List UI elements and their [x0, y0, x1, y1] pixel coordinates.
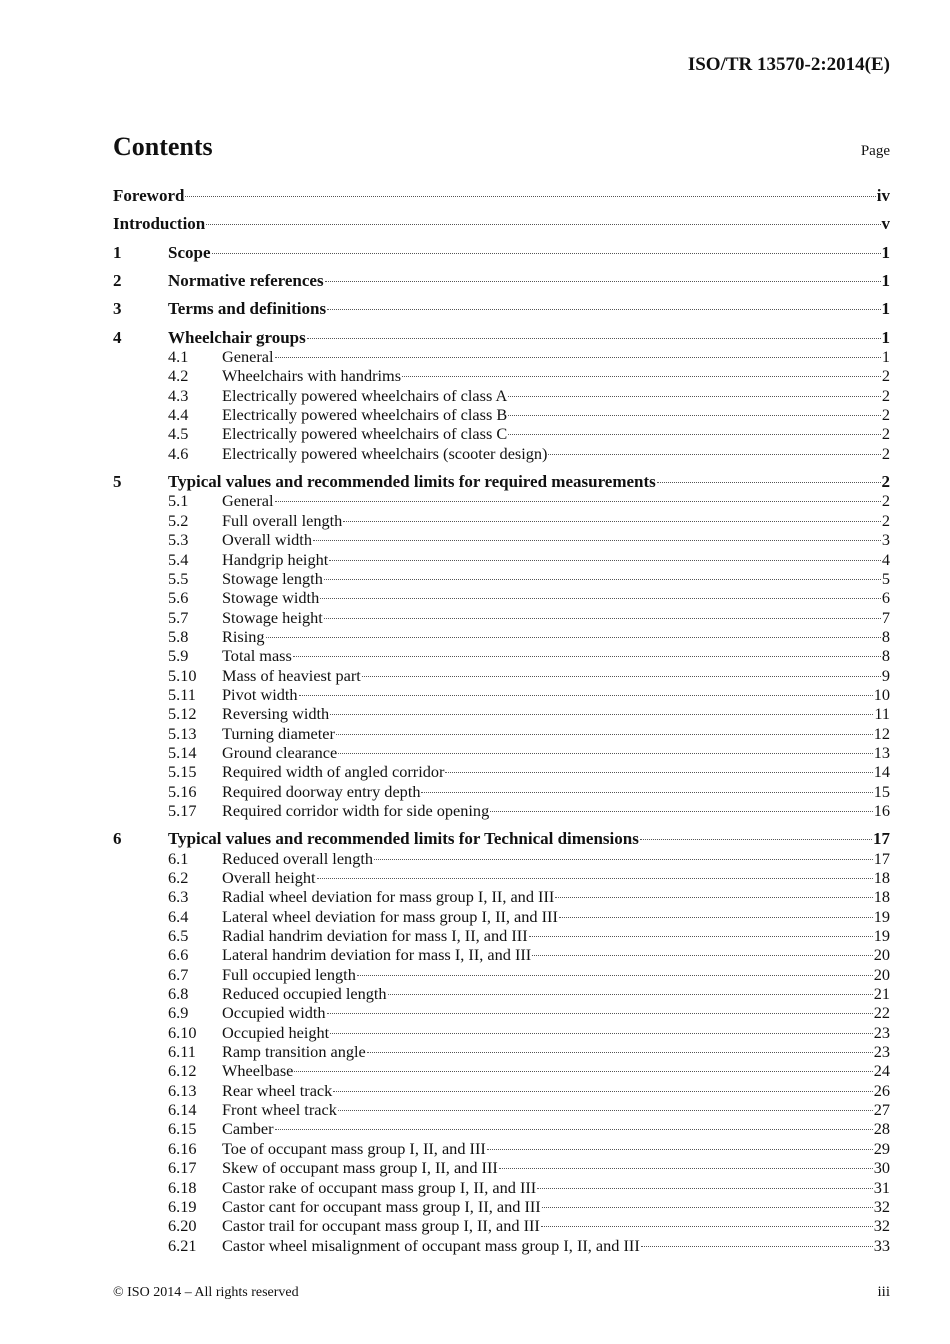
dot-leader [275, 501, 881, 502]
toc-entry-title: Camber [222, 1119, 274, 1139]
toc-entry-number: 5.17 [168, 800, 197, 820]
toc-entry-number: 6.15 [168, 1119, 197, 1139]
toc-entry[interactable] [113, 907, 890, 926]
toc-entry-page: 31 [873, 1177, 890, 1197]
dot-leader [299, 695, 873, 696]
toc-entry-page: 4 [881, 549, 890, 569]
toc-entry[interactable] [113, 685, 890, 704]
toc-entry-title: Occupied height [222, 1022, 330, 1042]
toc-entry-page: 30 [873, 1158, 890, 1178]
dot-leader [388, 994, 873, 995]
toc-entry[interactable] [113, 646, 890, 665]
dot-leader [374, 859, 873, 860]
toc-entry-number: 5.16 [168, 781, 197, 801]
toc-entry-title: Reversing width [222, 704, 330, 724]
toc-entry-page: 23 [873, 1022, 890, 1042]
toc-entry[interactable] [113, 1236, 890, 1255]
footer-page-number: iii [877, 1284, 890, 1300]
toc-entry-page: 3 [881, 530, 890, 550]
toc-entry[interactable] [113, 762, 890, 781]
toc-entry-number: 6.6 [168, 945, 189, 965]
toc-entry-page: 20 [873, 945, 890, 965]
toc-entry[interactable] [113, 743, 890, 762]
toc-entry-title: Total mass [222, 646, 292, 666]
dot-leader [293, 656, 881, 657]
toc-entry-number: 5.3 [168, 530, 189, 550]
toc-entry-page: 22 [873, 1003, 890, 1023]
toc-entry-number: 4.1 [168, 347, 189, 367]
toc-entry-number: 4.5 [168, 424, 189, 444]
dot-leader [206, 224, 880, 225]
toc-entry-page: 2 [881, 424, 890, 444]
toc-entry-title: Castor rake of occupant mass group I, II, and III [222, 1177, 537, 1197]
dot-leader [357, 975, 873, 976]
toc-entry-page: 17 [873, 848, 890, 868]
toc-entry-page: 1 [881, 242, 890, 262]
toc-entry-number: 5.13 [168, 723, 197, 743]
dot-leader [421, 792, 872, 793]
toc-entry-page: 15 [873, 781, 890, 801]
toc-entry[interactable] [113, 1042, 890, 1061]
toc-entry[interactable] [113, 1158, 890, 1177]
toc-entry-number: 5.12 [168, 704, 197, 724]
toc-entry-title: Mass of heaviest part [222, 665, 361, 685]
toc-entry-number: 5.14 [168, 742, 197, 762]
toc-entry[interactable] [113, 1081, 890, 1100]
toc-entry-title: Turning diameter [222, 723, 335, 743]
toc-entry-number: 5.11 [168, 684, 196, 704]
toc-entry-page: 20 [873, 964, 890, 984]
toc-entry[interactable] [113, 214, 890, 233]
toc-entry-number: 6.9 [168, 1003, 189, 1023]
toc-entry-title: Full occupied length [222, 964, 356, 984]
toc-entry-number: 6.1 [168, 848, 189, 868]
toc-entry-number: 5.7 [168, 607, 189, 627]
dot-leader [508, 434, 881, 435]
toc-entry[interactable] [113, 472, 890, 491]
toc-entry-title: Typical values and recommended limits for required measurements [168, 472, 656, 492]
toc-entry-number: 6 [113, 829, 122, 849]
toc-entry[interactable] [113, 271, 890, 290]
toc-entry-title: Handgrip height [222, 549, 329, 569]
toc-entry-title: Wheelchair groups [168, 327, 306, 347]
toc-entry-number: 6.20 [168, 1216, 197, 1236]
toc-entry-title: Castor trail for occupant mass group I, II, and III [222, 1216, 540, 1236]
toc-entry-title: Wheelchairs with handrims [222, 366, 402, 386]
dot-leader [275, 357, 881, 358]
toc-entry[interactable] [113, 405, 890, 424]
dot-leader [542, 1207, 873, 1208]
toc-entry-title: Overall width [222, 530, 312, 550]
toc-entry[interactable] [113, 1178, 890, 1197]
dot-leader [508, 415, 881, 416]
toc-entry-title: Electrically powered wheelchairs of class C [222, 424, 508, 444]
dot-leader [212, 253, 881, 254]
toc-entry-title: Stowage height [222, 607, 323, 627]
toc-entry-page: 5 [881, 568, 890, 588]
toc-entry-page: 2 [881, 491, 890, 511]
toc-entry-number: 6.11 [168, 1042, 196, 1062]
toc-entry-page: 9 [881, 665, 890, 685]
toc-entry-number: 4 [113, 327, 122, 347]
dot-leader [294, 1071, 872, 1072]
toc-entry-page: 12 [873, 723, 890, 743]
toc-entry-page: 11 [874, 704, 890, 724]
toc-entry-title: Lateral wheel deviation for mass group I, II, and III [222, 906, 558, 926]
toc-entry[interactable] [113, 965, 890, 984]
toc-entry[interactable] [113, 608, 890, 627]
toc-entry-title: Scope [168, 242, 211, 262]
toc-entry[interactable] [113, 887, 890, 906]
toc-entry-page: 2 [881, 405, 890, 425]
toc-entry-title: Typical values and recommended limits for Technical dimensions [168, 829, 639, 849]
dot-leader [555, 897, 872, 898]
toc-entry-number: 1 [113, 242, 122, 262]
toc-entry-title: Wheelbase [222, 1061, 294, 1081]
toc-entry-number: 2 [113, 271, 122, 291]
toc-entry[interactable] [113, 1023, 890, 1042]
toc-entry-page: 1 [881, 299, 890, 319]
toc-entry-page: 19 [873, 926, 890, 946]
toc-entry[interactable] [113, 849, 890, 868]
toc-entry-title: Front wheel track [222, 1100, 337, 1120]
dot-leader [266, 637, 881, 638]
toc-entry-page: 6 [881, 588, 890, 608]
toc-entry-page: iv [876, 186, 890, 205]
toc-entry-page: 8 [881, 646, 890, 666]
toc-entry-title: Reduced occupied length [222, 984, 387, 1004]
toc-entry-page: 2 [881, 366, 890, 386]
toc-entry-page: v [881, 214, 890, 234]
dot-leader [333, 1091, 872, 1092]
toc-entry-page: 1 [881, 327, 890, 347]
dot-leader [445, 772, 872, 773]
dot-leader [640, 839, 872, 840]
toc-entry-number: 4.6 [168, 443, 189, 463]
toc-entry-title: Overall height [222, 868, 316, 887]
dot-leader [327, 309, 880, 310]
toc-entry-page: 32 [873, 1196, 890, 1216]
toc-entry[interactable] [113, 1216, 890, 1235]
dot-leader [499, 1168, 873, 1169]
page-title: Contents [113, 132, 213, 161]
toc-entry-number: 5.6 [168, 588, 189, 608]
toc-entry[interactable] [113, 550, 890, 569]
toc-entry-page: 10 [873, 684, 890, 704]
toc-entry-page: 28 [873, 1119, 890, 1139]
toc-entry[interactable] [113, 829, 890, 848]
toc-entry-page: 16 [873, 800, 890, 820]
toc-entry-number: 5.4 [168, 549, 189, 569]
toc-entry-number: 6.10 [168, 1022, 197, 1042]
toc-entry-number: 6.21 [168, 1235, 197, 1255]
dot-leader [362, 676, 881, 677]
table-of-contents [113, 186, 890, 1255]
toc-entry-title: Radial wheel deviation for mass group I, II, and III [222, 887, 555, 907]
dot-leader [541, 1226, 873, 1227]
toc-entry-number: 5.8 [168, 626, 189, 646]
toc-entry[interactable] [113, 984, 890, 1003]
toc-entry-page: 7 [881, 607, 890, 627]
toc-entry[interactable] [113, 1003, 890, 1022]
toc-entry-page: 2 [881, 472, 890, 492]
toc-entry[interactable] [113, 386, 890, 405]
dot-leader [313, 540, 881, 541]
toc-entry-title: Foreword [113, 186, 185, 205]
toc-entry-number: 6.18 [168, 1177, 197, 1197]
toc-entry-page: 2 [881, 443, 890, 463]
dot-leader [490, 811, 873, 812]
toc-entry[interactable] [113, 511, 890, 530]
toc-entry-title: Rising [222, 626, 265, 646]
toc-entry-page: 32 [873, 1216, 890, 1236]
toc-entry-number: 6.8 [168, 984, 189, 1004]
toc-entry-title: General [222, 347, 274, 367]
toc-entry[interactable] [113, 801, 890, 820]
toc-entry[interactable] [113, 243, 890, 262]
toc-entry-page: 18 [873, 868, 890, 887]
toc-entry[interactable] [113, 627, 890, 646]
toc-entry-page: 21 [873, 984, 890, 1004]
toc-entry-number: 6.17 [168, 1158, 197, 1178]
dot-leader [367, 1052, 873, 1053]
toc-entry[interactable] [113, 530, 890, 549]
dot-leader [529, 936, 873, 937]
toc-entry-number: 6.7 [168, 964, 189, 984]
dot-leader [275, 1129, 873, 1130]
toc-entry-title: Electrically powered wheelchairs (scooter design) [222, 443, 548, 463]
toc-entry-number: 4.3 [168, 385, 189, 405]
dot-leader [185, 196, 875, 197]
toc-entry[interactable] [113, 1197, 890, 1216]
dot-leader [320, 598, 881, 599]
toc-entry[interactable] [113, 299, 890, 318]
toc-entry-page: 17 [873, 829, 890, 849]
dot-leader [329, 560, 881, 561]
toc-entry[interactable] [113, 328, 890, 347]
toc-entry[interactable] [113, 666, 890, 685]
toc-entry[interactable] [113, 724, 890, 743]
toc-entry-page: 2 [881, 385, 890, 405]
toc-entry-number: 6.16 [168, 1138, 197, 1158]
toc-entry-title: Full overall length [222, 510, 343, 530]
toc-entry-page: 24 [873, 1061, 890, 1081]
toc-entry-number: 4.2 [168, 366, 189, 386]
dot-leader [307, 338, 881, 339]
toc-entry-number: 5.2 [168, 510, 189, 530]
footer-copyright: © ISO 2014 – All rights reserved [113, 1285, 299, 1300]
dot-leader [324, 618, 881, 619]
toc-entry-page: 26 [873, 1080, 890, 1100]
toc-entry[interactable] [113, 347, 890, 366]
toc-entry-page: 1 [881, 271, 890, 291]
toc-entry-title: Reduced overall length [222, 848, 373, 868]
toc-entry-title: Introduction [113, 214, 206, 234]
toc-entry-title: Required corridor width for side opening [222, 800, 490, 820]
toc-entry-page: 18 [873, 887, 890, 907]
toc-entry-title: Ramp transition angle [222, 1042, 366, 1062]
toc-entry-number: 5.1 [168, 491, 189, 511]
toc-entry-page: 2 [881, 510, 890, 530]
dot-leader [338, 1110, 873, 1111]
toc-entry-page: 19 [873, 906, 890, 926]
toc-entry-title: Toe of occupant mass group I, II, and III [222, 1138, 486, 1158]
toc-entry-title: Required doorway entry depth [222, 781, 421, 801]
toc-entry-number: 5 [113, 472, 122, 492]
dot-leader [487, 1149, 873, 1150]
toc-entry[interactable] [113, 945, 890, 964]
toc-entry-page: 27 [873, 1100, 890, 1120]
toc-entry-page: 29 [873, 1138, 890, 1158]
toc-entry[interactable] [113, 782, 890, 801]
dot-leader [537, 1188, 873, 1189]
toc-entry-number: 6.3 [168, 887, 189, 907]
dot-leader [338, 753, 872, 754]
toc-entry-title: Required width of angled corridor [222, 762, 445, 782]
toc-entry-title: Radial handrim deviation for mass I, II, and III [222, 926, 528, 946]
toc-entry[interactable] [113, 1139, 890, 1158]
dot-leader [532, 955, 872, 956]
toc-entry-number: 5.15 [168, 762, 197, 782]
document-identifier: ISO/TR 13570-2:2014(E) [687, 54, 890, 75]
dot-leader [559, 917, 873, 918]
dot-leader [336, 734, 873, 735]
toc-entry[interactable] [113, 588, 890, 607]
toc-entry-number: 5.10 [168, 665, 197, 685]
toc-entry-number: 6.4 [168, 906, 189, 926]
dot-leader [325, 281, 881, 282]
toc-entry-title: Electrically powered wheelchairs of class B [222, 405, 508, 425]
toc-entry-title: Normative references [168, 271, 324, 291]
dot-leader [317, 878, 873, 879]
toc-entry[interactable] [113, 186, 890, 205]
toc-entry-title: General [222, 491, 274, 511]
toc-entry-number: 5.9 [168, 646, 189, 666]
toc-entry-title: Castor wheel misalignment of occupant mass group I, II, and III [222, 1235, 640, 1255]
toc-entry-number: 6.19 [168, 1196, 197, 1216]
toc-entry[interactable] [113, 366, 890, 385]
dot-leader [327, 1013, 873, 1014]
toc-entry-page: 33 [873, 1235, 890, 1255]
toc-entry-number: 6.12 [168, 1061, 197, 1081]
toc-entry-title: Stowage width [222, 588, 320, 608]
dot-leader [508, 396, 881, 397]
dot-leader [657, 482, 881, 483]
toc-entry[interactable] [113, 569, 890, 588]
toc-entry-page: 8 [881, 626, 890, 646]
dot-leader [324, 579, 881, 580]
dot-leader [343, 521, 881, 522]
toc-entry-page: 23 [873, 1042, 890, 1062]
toc-entry-title: Skew of occupant mass group I, II, and III [222, 1158, 498, 1178]
toc-entry[interactable] [113, 444, 890, 463]
toc-entry-number: 6.2 [168, 868, 189, 887]
toc-entry-title: Terms and definitions [168, 299, 327, 319]
toc-entry-number: 3 [113, 299, 122, 319]
toc-entry-title: Rear wheel track [222, 1080, 333, 1100]
dot-leader [330, 714, 873, 715]
toc-entry-page: 13 [873, 742, 890, 762]
dot-leader [548, 454, 880, 455]
toc-entry[interactable] [113, 704, 890, 723]
toc-entry-title: Pivot width [222, 684, 298, 704]
toc-entry-title: Stowage length [222, 568, 323, 588]
toc-entry-number: 6.14 [168, 1100, 197, 1120]
toc-entry-number: 4.4 [168, 405, 189, 425]
toc-entry[interactable] [113, 926, 890, 945]
toc-entry[interactable] [113, 491, 890, 510]
toc-entry-title: Electrically powered wheelchairs of class A [222, 385, 508, 405]
toc-entry-number: 5.5 [168, 568, 189, 588]
toc-entry-title: Castor cant for occupant mass group I, II, and III [222, 1196, 541, 1216]
dot-leader [402, 376, 881, 377]
toc-entry-title: Ground clearance [222, 742, 338, 762]
page-column-label: Page [860, 143, 890, 159]
toc-entry-title: Lateral handrim deviation for mass I, II, and III [222, 945, 532, 965]
toc-entry-number: 6.5 [168, 926, 189, 946]
toc-entry-title: Occupied width [222, 1003, 326, 1023]
dot-leader [641, 1246, 873, 1247]
toc-entry-page: 1 [881, 347, 890, 367]
toc-entry[interactable] [113, 1100, 890, 1119]
toc-entry[interactable] [113, 1061, 890, 1080]
toc-entry-page: 14 [873, 762, 890, 782]
toc-entry[interactable] [113, 868, 890, 887]
toc-entry[interactable] [113, 1119, 890, 1138]
toc-entry[interactable] [113, 424, 890, 443]
dot-leader [330, 1033, 873, 1034]
toc-entry-number: 6.13 [168, 1080, 197, 1100]
